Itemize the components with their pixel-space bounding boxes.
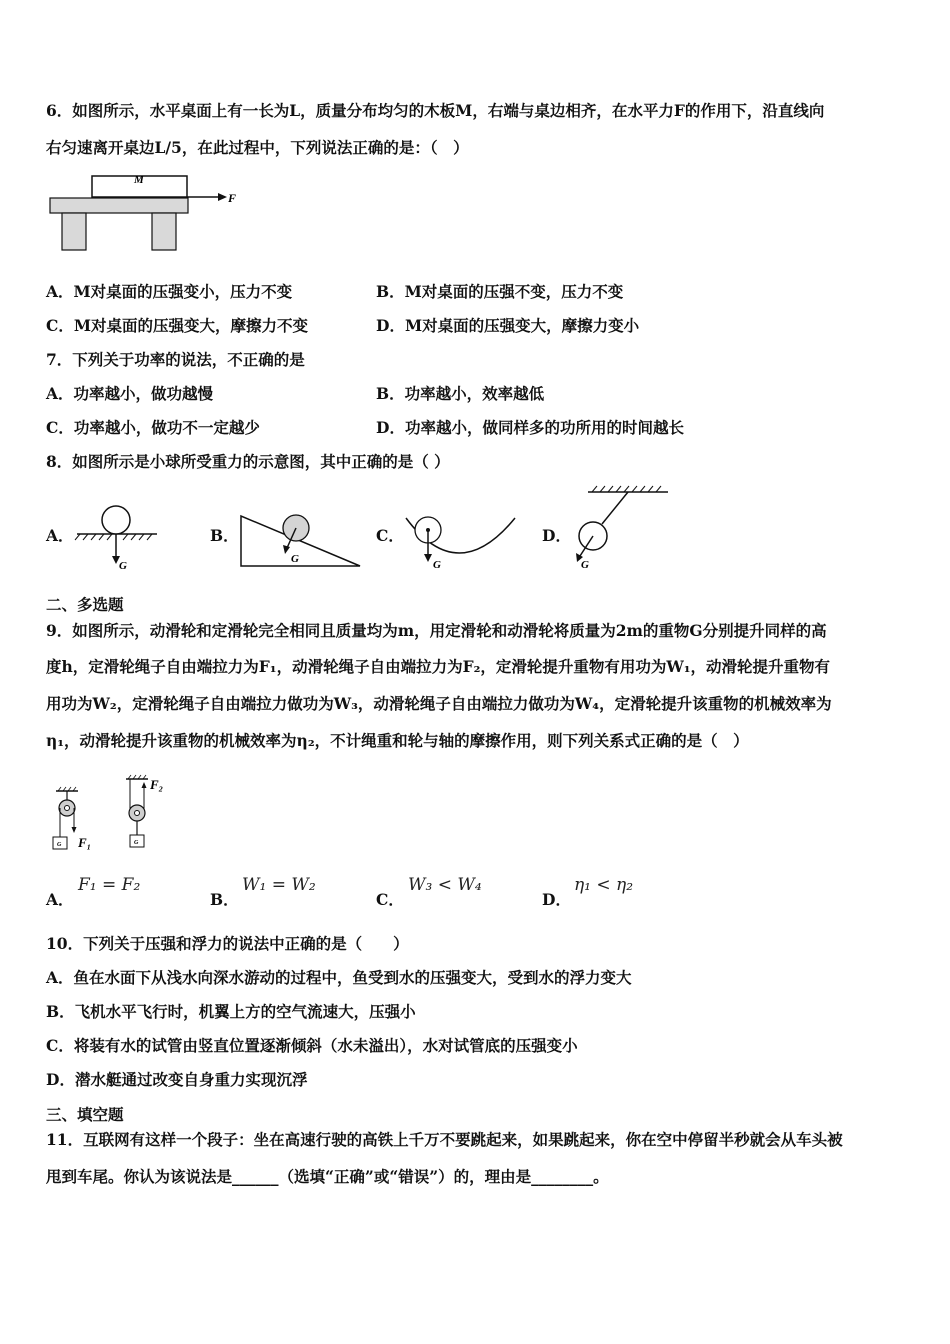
q6-stem-line2: 右匀速离开桌边L/5，在此过程中，下列说法正确的是：（ ）: [46, 138, 469, 157]
q8-c-g-label: G: [433, 559, 441, 571]
q10-option-b[interactable]: B．飞机水平飞行时，机翼上方的空气流速大，压强小: [46, 1002, 416, 1021]
q7-option-d[interactable]: D．功率越小，做同样多的功所用的时间越长: [376, 418, 684, 437]
q9-movable-g-label: G: [134, 840, 139, 846]
q7-option-a[interactable]: A．功率越小，做功越慢: [46, 384, 214, 403]
q9-f2-label: F₂: [150, 777, 164, 792]
section-2-title: 二、多选题: [46, 595, 124, 614]
q8-option-c-label[interactable]: C．: [376, 526, 404, 545]
q9-option-a-label[interactable]: A．: [46, 890, 74, 909]
q11-stem-line2: 甩到车尾。你认为该说法是______（选填“正确”或“错误”）的，理由是________。: [46, 1167, 609, 1186]
q6-force-label: F: [228, 191, 237, 205]
q8-option-d-label[interactable]: D．: [542, 526, 571, 545]
q6-stem-line1: 6．如图所示，水平桌面上有一长为L，质量分布均匀的木板M，右端与桌边相齐，在水平力F的作用下，沿直线向: [46, 101, 825, 120]
q10-stem: 10．下列关于压强和浮力的说法中正确的是（ ）: [46, 934, 409, 953]
q7-option-b[interactable]: B．功率越小，效率越低: [376, 384, 545, 403]
q8-option-a-label[interactable]: A．: [46, 526, 74, 545]
q8-figure-a[interactable]: [72, 498, 162, 573]
q10-option-c[interactable]: C．将装有水的试管由竖直位置逐渐倾斜（水未溢出），水对试管底的压强变小: [46, 1036, 578, 1055]
q11-stem-line1: 11．互联网有这样一个段子：坐在高速行驶的高铁上千万不要跳起来，如果跳起来，你在空中停留半秒就会从车头被: [46, 1130, 843, 1149]
q10-option-a[interactable]: A．鱼在水面下从浅水向深水游动的过程中，鱼受到水的压强变大，受到水的浮力变大: [46, 968, 632, 987]
q9-option-c-formula[interactable]: W₃ < W₄: [408, 875, 482, 895]
q9-stem-line1: 9．如图所示，动滑轮和定滑轮完全相同且质量均为m，用定滑轮和动滑轮将质量为2m的重物G分别提升同样的高: [46, 621, 827, 640]
q8-figure-d[interactable]: [568, 484, 673, 572]
q9-option-d-label[interactable]: D．: [542, 890, 571, 909]
q9-f1-label: F₁: [78, 835, 92, 850]
q6-option-b[interactable]: B．M对桌面的压强不变，压力不变: [376, 282, 624, 301]
q9-option-a-formula[interactable]: F₁ = F₂: [78, 875, 141, 895]
q8-option-b-label[interactable]: B．: [210, 526, 239, 545]
q7-option-c[interactable]: C．功率越小，做功不一定越少: [46, 418, 260, 437]
q6-option-c[interactable]: C．M对桌面的压强变大，摩擦力不变: [46, 316, 308, 335]
q8-b-g-label: G: [291, 553, 299, 565]
q8-figure-b[interactable]: [238, 500, 363, 570]
q8-d-g-label: G: [581, 559, 589, 571]
q9-stem-line3: 用功为W₂，定滑轮绳子自由端拉力做功为W₃，动滑轮绳子自由端拉力做功为W₄，定滑轮提升该重物的机械效率为: [46, 694, 832, 713]
section-3-title: 三、填空题: [46, 1105, 124, 1124]
q6-mass-label: M: [134, 174, 144, 186]
q9-option-c-label[interactable]: C．: [376, 890, 404, 909]
q6-board-table-figure: [46, 170, 246, 255]
q9-option-d-formula[interactable]: η₁ < η₂: [574, 875, 634, 895]
q6-option-d[interactable]: D．M对桌面的压强变大，摩擦力变小: [376, 316, 640, 335]
q10-option-d[interactable]: D．潜水艇通过改变自身重力实现沉浮: [46, 1070, 308, 1089]
q9-option-b-formula[interactable]: W₁ = W₂: [242, 875, 316, 895]
q6-option-a[interactable]: A．M对桌面的压强变小，压力不变: [46, 282, 293, 301]
q9-pulley-figure: [46, 775, 186, 855]
q7-stem: 7．下列关于功率的说法，不正确的是: [46, 350, 305, 369]
q8-figure-c[interactable]: [403, 500, 518, 572]
q9-stem-line2: 度h，定滑轮绳子自由端拉力为F₁，动滑轮绳子自由端拉力为F₂，定滑轮提升重物有用功为W₁，动滑轮提升重物有: [46, 657, 831, 676]
q9-option-b-label[interactable]: B．: [210, 890, 239, 909]
q8-stem: 8．如图所示是小球所受重力的示意图，其中正确的是（ ）: [46, 452, 450, 471]
q8-a-g-label: G: [119, 560, 127, 572]
q9-stem-line4: η₁，动滑轮提升该重物的机械效率为η₂，不计绳重和轮与轴的摩擦作用，则下列关系式正确的是（ ）: [46, 731, 749, 750]
q9-fixed-g-label: G: [57, 842, 62, 848]
